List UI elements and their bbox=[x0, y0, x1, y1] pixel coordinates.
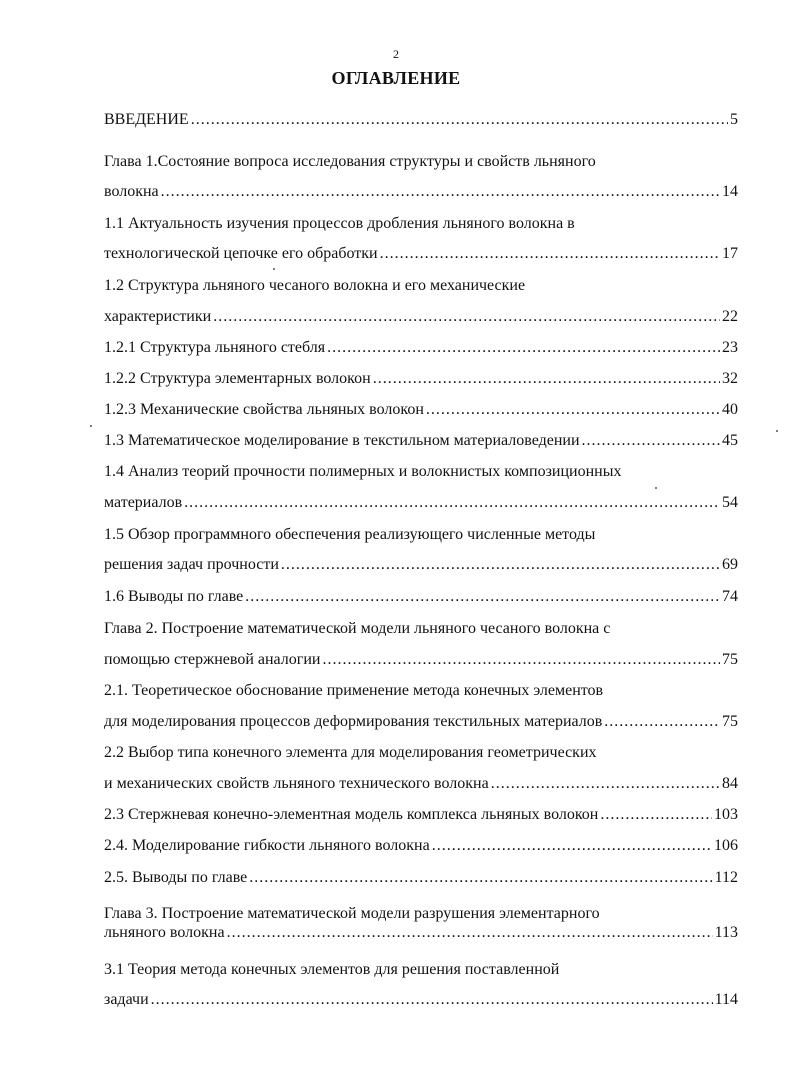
toc-entry-1-6 bbox=[104, 585, 738, 609]
toc-page-number: 114 bbox=[714, 991, 738, 1008]
toc-entry-1-4-title: 1.4 Анализ теорий прочности полимерных и волокнистых композиционных bbox=[104, 463, 622, 480]
leader-dots bbox=[604, 710, 720, 734]
toc-page-number: 112 bbox=[714, 869, 738, 886]
toc-page-number: 69 bbox=[722, 556, 738, 573]
leader-dots bbox=[322, 648, 720, 672]
toc-page-number: 22 bbox=[722, 308, 738, 325]
toc-entry-1-5-title: 1.5 Обзор программного обеспечения реализующего численные методы bbox=[104, 526, 596, 543]
toc-page-number: 14 bbox=[722, 183, 738, 200]
toc-entry-text: 2.4. Моделирование гибкости льняного волокна bbox=[104, 837, 430, 854]
toc-entry-text: помощью стержневой аналогии bbox=[104, 651, 321, 668]
toc-page-number: 113 bbox=[714, 924, 738, 941]
toc-entry-text: характеристики bbox=[104, 308, 212, 325]
leader-dots bbox=[373, 367, 720, 391]
leader-dots bbox=[184, 491, 720, 515]
toc-page-number: 5 bbox=[730, 111, 738, 128]
toc-entry-intro bbox=[104, 108, 738, 132]
leader-dots bbox=[380, 242, 720, 266]
toc-page-number: 40 bbox=[722, 401, 738, 418]
toc-entry-2-3 bbox=[104, 803, 738, 827]
leader-dots bbox=[426, 398, 720, 422]
leader-dots bbox=[213, 305, 720, 329]
toc-entry-text: 2.3 Стержневая конечно-элементная модель комплекса льняных волокон bbox=[104, 806, 599, 823]
toc-entry-chapter-2-title: Глава 2. Построение математической модели льняного чесаного волокна с bbox=[104, 620, 611, 637]
toc-entry-text: 2.5. Выводы по главе bbox=[104, 869, 248, 886]
leader-dots bbox=[600, 803, 712, 827]
page-title: ОГЛАВЛЕНИЕ bbox=[331, 68, 461, 88]
toc-entry-2-2 bbox=[104, 772, 738, 796]
toc-page-number: 17 bbox=[722, 245, 738, 262]
scan-speck bbox=[90, 425, 92, 427]
leader-dots bbox=[432, 834, 712, 858]
leader-dots bbox=[151, 988, 713, 1012]
toc-entry-1-1 bbox=[104, 242, 738, 266]
toc-entry-text: технологической цепочке его обработки bbox=[104, 245, 378, 262]
leader-dots bbox=[281, 553, 720, 577]
toc-page-number: 74 bbox=[722, 588, 738, 605]
toc-entry-text: 1.6 Выводы по главе bbox=[104, 588, 244, 605]
toc-entry-chapter-3 bbox=[104, 921, 738, 945]
leader-dots bbox=[327, 336, 720, 360]
leader-dots bbox=[582, 429, 720, 453]
toc-entry-1-5 bbox=[104, 553, 738, 577]
scan-speck bbox=[776, 430, 778, 432]
toc-entry-chapter-2 bbox=[104, 648, 738, 672]
scan-speck bbox=[655, 487, 657, 489]
toc-entry-chapter-1-title: Глава 1.Состояние вопроса исследования структуры и свойств льняного bbox=[104, 153, 596, 170]
toc-entry-text: решения задач прочности bbox=[104, 556, 279, 573]
leader-dots bbox=[491, 772, 720, 796]
toc-entry-text: материалов bbox=[104, 494, 183, 511]
toc-page-number: 54 bbox=[722, 494, 738, 511]
toc-entry-text: льняного волокна bbox=[104, 924, 225, 941]
page-number: 2 bbox=[393, 47, 399, 61]
toc-page-number: 84 bbox=[722, 775, 738, 792]
toc-page-number: 103 bbox=[714, 806, 738, 823]
toc-entry-1-1-title: 1.1 Актуальность изучения процессов дробления льняного волокна в bbox=[104, 215, 575, 232]
toc-page-number: 23 bbox=[722, 339, 738, 356]
toc-entry-1-2-title: 1.2 Структура льняного чесаного волокна и его механические bbox=[104, 277, 526, 294]
toc-entry-1-2-3 bbox=[104, 398, 738, 422]
toc-page-number: 45 bbox=[722, 432, 738, 449]
toc-entry-text: 1.2.3 Механические свойства льняных волокон bbox=[104, 401, 424, 418]
toc-entry-2-5 bbox=[104, 866, 738, 890]
toc-entry-2-4 bbox=[104, 834, 738, 858]
leader-dots bbox=[227, 921, 713, 945]
toc-entry-2-1-title: 2.1. Теоретическое обоснование применение метода конечных элементов bbox=[104, 682, 604, 699]
toc-entry-text: и механических свойств льняного технического волокна bbox=[104, 775, 489, 792]
toc-entry-text: для моделирования процессов деформирования текстильных материалов bbox=[104, 713, 603, 730]
leader-dots bbox=[249, 866, 712, 890]
leader-dots bbox=[161, 180, 720, 204]
toc-entry-text: задачи bbox=[104, 991, 149, 1008]
toc-entry-text: ВВЕДЕНИЕ bbox=[104, 111, 189, 128]
toc-entry-chapter-3-title: Глава 3. Построение математической модели разрушения элементарного bbox=[104, 905, 600, 922]
toc-entry-2-1 bbox=[104, 710, 738, 734]
scan-speck bbox=[273, 268, 275, 270]
toc-entry-text: 1.2.1 Структура льняного стебля bbox=[104, 339, 326, 356]
toc-entry-text: 1.3 Математическое моделирование в текстильном материаловедении bbox=[104, 432, 580, 449]
toc-page-number: 32 bbox=[722, 370, 738, 387]
toc-entry-1-2 bbox=[104, 305, 738, 329]
toc-entry-text: волокна bbox=[104, 183, 159, 200]
toc-entry-1-2-1 bbox=[104, 336, 738, 360]
toc-page-number: 106 bbox=[714, 837, 738, 854]
toc-entry-text: 1.2.2 Структура элементарных волокон bbox=[104, 370, 371, 387]
toc-entry-3-1 bbox=[104, 988, 738, 1012]
toc-entry-2-2-title: 2.2 Выбор типа конечного элемента для моделирования геометрических bbox=[104, 744, 597, 761]
toc-entry-1-3 bbox=[104, 429, 738, 453]
toc-page-number: 75 bbox=[722, 651, 738, 668]
toc-entry-3-1-title: 3.1 Теория метода конечных элементов для решения поставленной bbox=[104, 961, 560, 978]
toc-entry-1-2-2 bbox=[104, 367, 738, 391]
toc-page-number: 75 bbox=[722, 713, 738, 730]
toc-entry-chapter-1 bbox=[104, 180, 738, 204]
leader-dots bbox=[245, 585, 720, 609]
leader-dots bbox=[191, 108, 728, 132]
toc-entry-1-4 bbox=[104, 491, 738, 515]
